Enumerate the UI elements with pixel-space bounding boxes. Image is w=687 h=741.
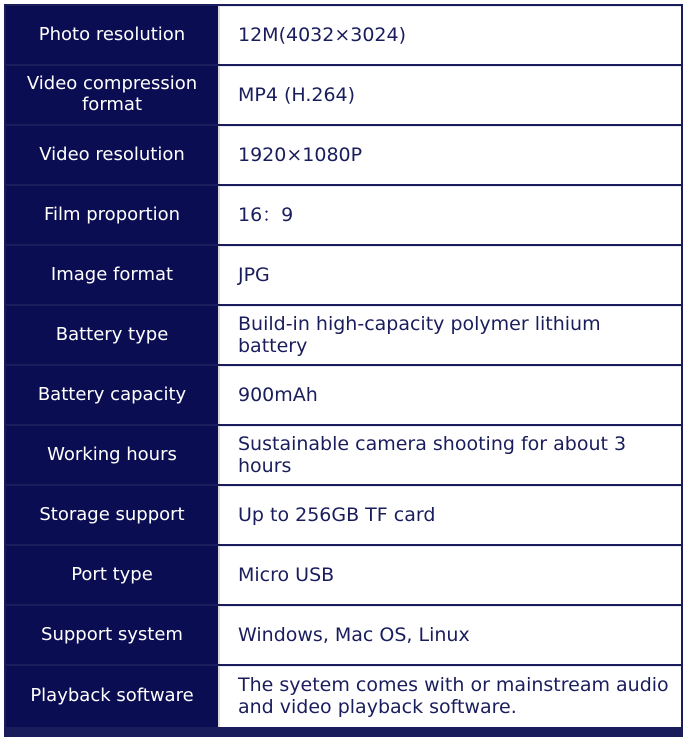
spec-row-video-compression-format (6, 66, 681, 126)
spec-label: Battery type (6, 306, 220, 364)
spec-label: Image format (6, 246, 220, 304)
spec-value: Sustainable camera shooting for about 3 hours (220, 426, 681, 484)
spec-row-storage-support (6, 486, 681, 546)
spec-row-battery-type (6, 306, 681, 366)
spec-value: 12M(4032×3024) (220, 6, 681, 64)
spec-label: Working hours (6, 426, 220, 484)
spec-label: Playback software (6, 666, 220, 727)
spec-label: Photo resolution (6, 6, 220, 64)
spec-row-playback-software (6, 666, 681, 727)
spec-label: Video resolution (6, 126, 220, 184)
spec-label: Support system (6, 606, 220, 664)
spec-row-battery-capacity (6, 366, 681, 426)
spec-row-film-proportion (6, 186, 681, 246)
spec-value: The syetem comes with or mainstream audio and video playback software. (220, 666, 681, 727)
spec-label: Storage support (6, 486, 220, 544)
spec-label: Port type (6, 546, 220, 604)
spec-value: 1920×1080P (220, 126, 681, 184)
spec-label: Battery capacity (6, 366, 220, 424)
spec-value: Build-in high-capacity polymer lithium battery (220, 306, 681, 364)
spec-value: 16：9 (220, 186, 681, 244)
spec-row-support-system (6, 606, 681, 666)
spec-value: MP4 (H.264) (220, 66, 681, 124)
spec-value: Windows, Mac OS, Linux (220, 606, 681, 664)
spec-row-working-hours (6, 426, 681, 486)
spec-label: Film proportion (6, 186, 220, 244)
spec-row-video-resolution (6, 126, 681, 186)
spec-value: JPG (220, 246, 681, 304)
spec-label: Video compression format (6, 66, 220, 124)
spec-value: 900mAh (220, 366, 681, 424)
spec-value: Up to 256GB TF card (220, 486, 681, 544)
spec-value: Micro USB (220, 546, 681, 604)
spec-table (4, 4, 683, 737)
spec-row-port-type (6, 546, 681, 606)
spec-row-photo-resolution (6, 6, 681, 66)
spec-row-image-format (6, 246, 681, 306)
